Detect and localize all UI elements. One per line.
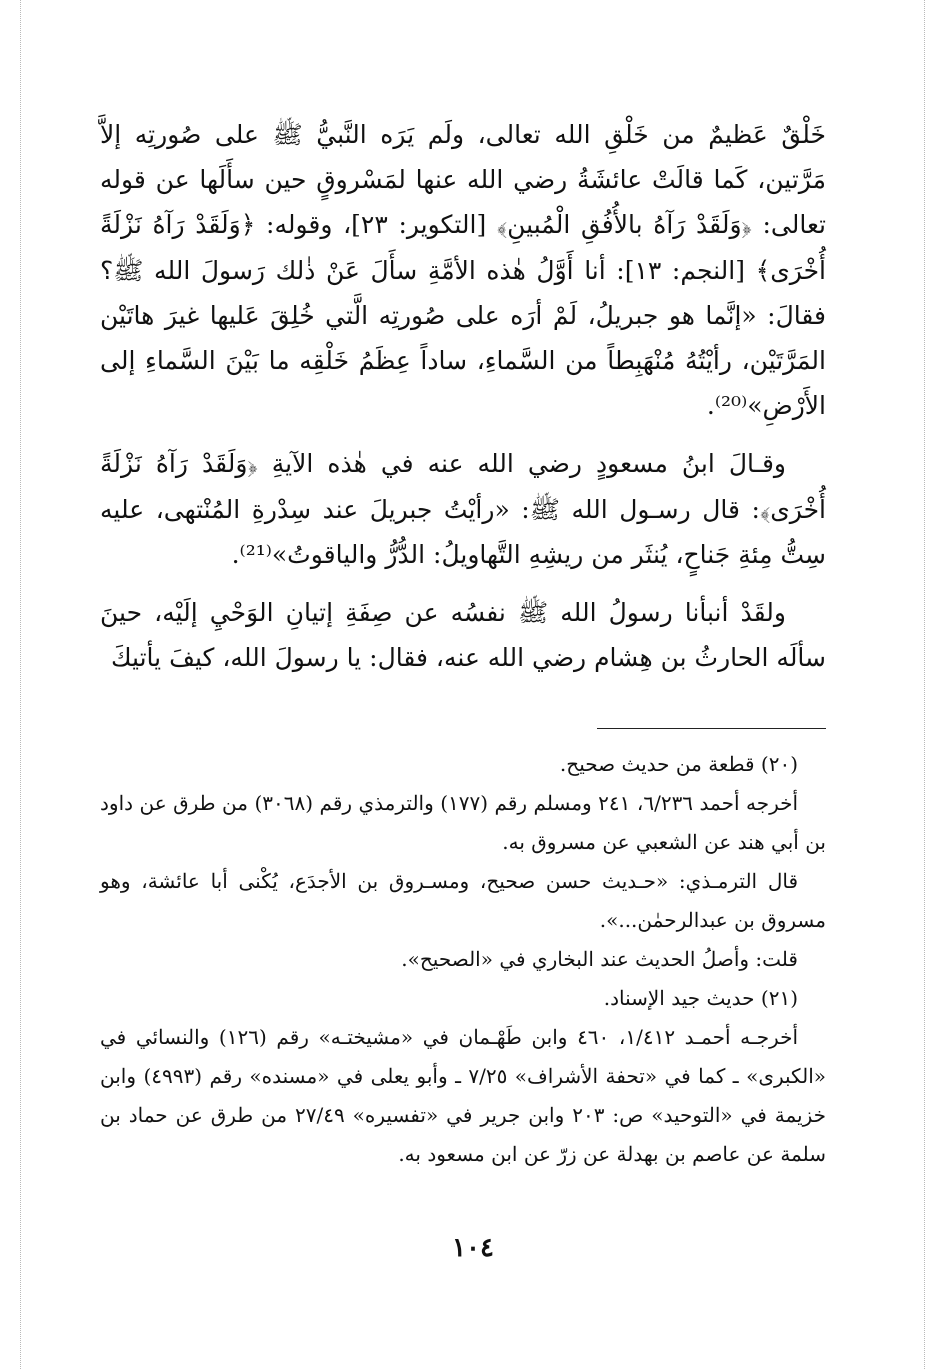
footnote-21-title: (٢١) حديث جيد الإسناد. xyxy=(603,986,798,1010)
footnote-20-note: قلت: وأصلُ الحديث عند البخاري في «الصحيح». xyxy=(401,947,798,971)
footnote-separator xyxy=(597,728,826,729)
footnote-20-title: (٢٠) قطعة من حديث صحيح. xyxy=(559,752,798,776)
right-page-edge xyxy=(924,0,925,1369)
paragraph-3: ولقَدْ أنبأنا رسولُ الله ﷺ نفسُه عن صِفَةِ إتيانِ الوَحْيِ إلَيْه، حينَ سألَه الحارثُ بن هِشام رضي الله عنه، فقال: يا رسولَ الله، كيفَ يأتيكَ xyxy=(100,598,826,673)
page-number: ١٠٤ xyxy=(452,1233,494,1263)
footnote-20-source: أخرجه أحمد ٦/٢٣٦، ٢٤١ ومسلم رقم (١٧٧) والترمذي رقم (٣٠٦٨) من طرق عن داود بن أبي هند عن الشعبي عن مسروق به. xyxy=(100,791,826,854)
main-text xyxy=(100,112,826,693)
footnote-21-source: أخرجـه أحمـد ١/٤١٢، ٤٦٠ وابن طَهْـمان في «مشيختـه» رقم (١٢٦) والنسائي في «الكبرى» ـ كما في «تحفة الأشراف» ٧/٢٥ ـ وأبو يعلى في «مسنده» رقم (٤٩٩٣) وابن خزيمة في «التوحيد» ص: ٢٠٣ وابن جرير في «تفسيره» ٢٧/٤٩ من طرق عن حماد بن سلمة عن عاصم بن بهدلة عن زرّ عن ابن مسعود به. xyxy=(100,1025,827,1166)
footnotes xyxy=(100,745,826,1174)
paragraph-1: خَلْقٌ عَظيمٌ من خَلْقِ الله تعالى، ولَم يَرَه النَّبيُّ ﷺ على صُورتِه إلاَّ مَرَّتين، كَما قالَتْ عائشَةُ رضي الله عنها لمَسْروقٍ حين سأَلَها عن قوله تعالى: ﴿وَلَقَدْ رَآهُ بالأُفُقِ الْمُبينِ﴾ [التكوير: ٢٣]، وقوله: ﴿وَلَقَدْ رَآهُ نَزْلَةً أُخْرَى﴾ [النجم: ١٣]: أنا أَوَّلُ هٰذه الأمَّةِ سأَلَ عَنْ ذٰلك رَسولَ الله ﷺ؟ فقالَ: «إنَّما هو جبريلُ، لَمْ أرَه على صُورتِه الَّتي خُلِقَ عَليها غيرَ هاتَيْن المَرَّتَيْن، رأيْتُهُ مُنْهَبِطاً من السَّماءِ، ساداً عِظَمُ خَلْقِه ما بَيْنَ السَّماءِ إلى الأَرْضِ»⁽²⁰⁾. xyxy=(100,120,826,421)
footnote-20-tirmidhi: قال الترمـذي: «حـديث حسن صحيح، ومسـروق بن الأجدَع، يُكْنى أبا عائشة، وهو مسروق بن عبدالرحمٰن...». xyxy=(100,869,826,932)
paragraph-2: وقـالَ ابنُ مسعودٍ رضي الله عنه في هٰذه الآيةِ ﴿وَلَقَدْ رَآهُ نَزْلَةً أُخْرَى﴾: قال رسـول الله ﷺ: «رأيْتُ جبريلَ عند سِدْرةِ المُنْتهى، عليه سِتُّ مِئةِ جَناحٍ، يُنثَر من ريشِهِ التَّهاويلُ: الدُّرُّ والياقوتُ»⁽²¹⁾. xyxy=(100,449,826,569)
left-page-edge xyxy=(20,0,21,1369)
